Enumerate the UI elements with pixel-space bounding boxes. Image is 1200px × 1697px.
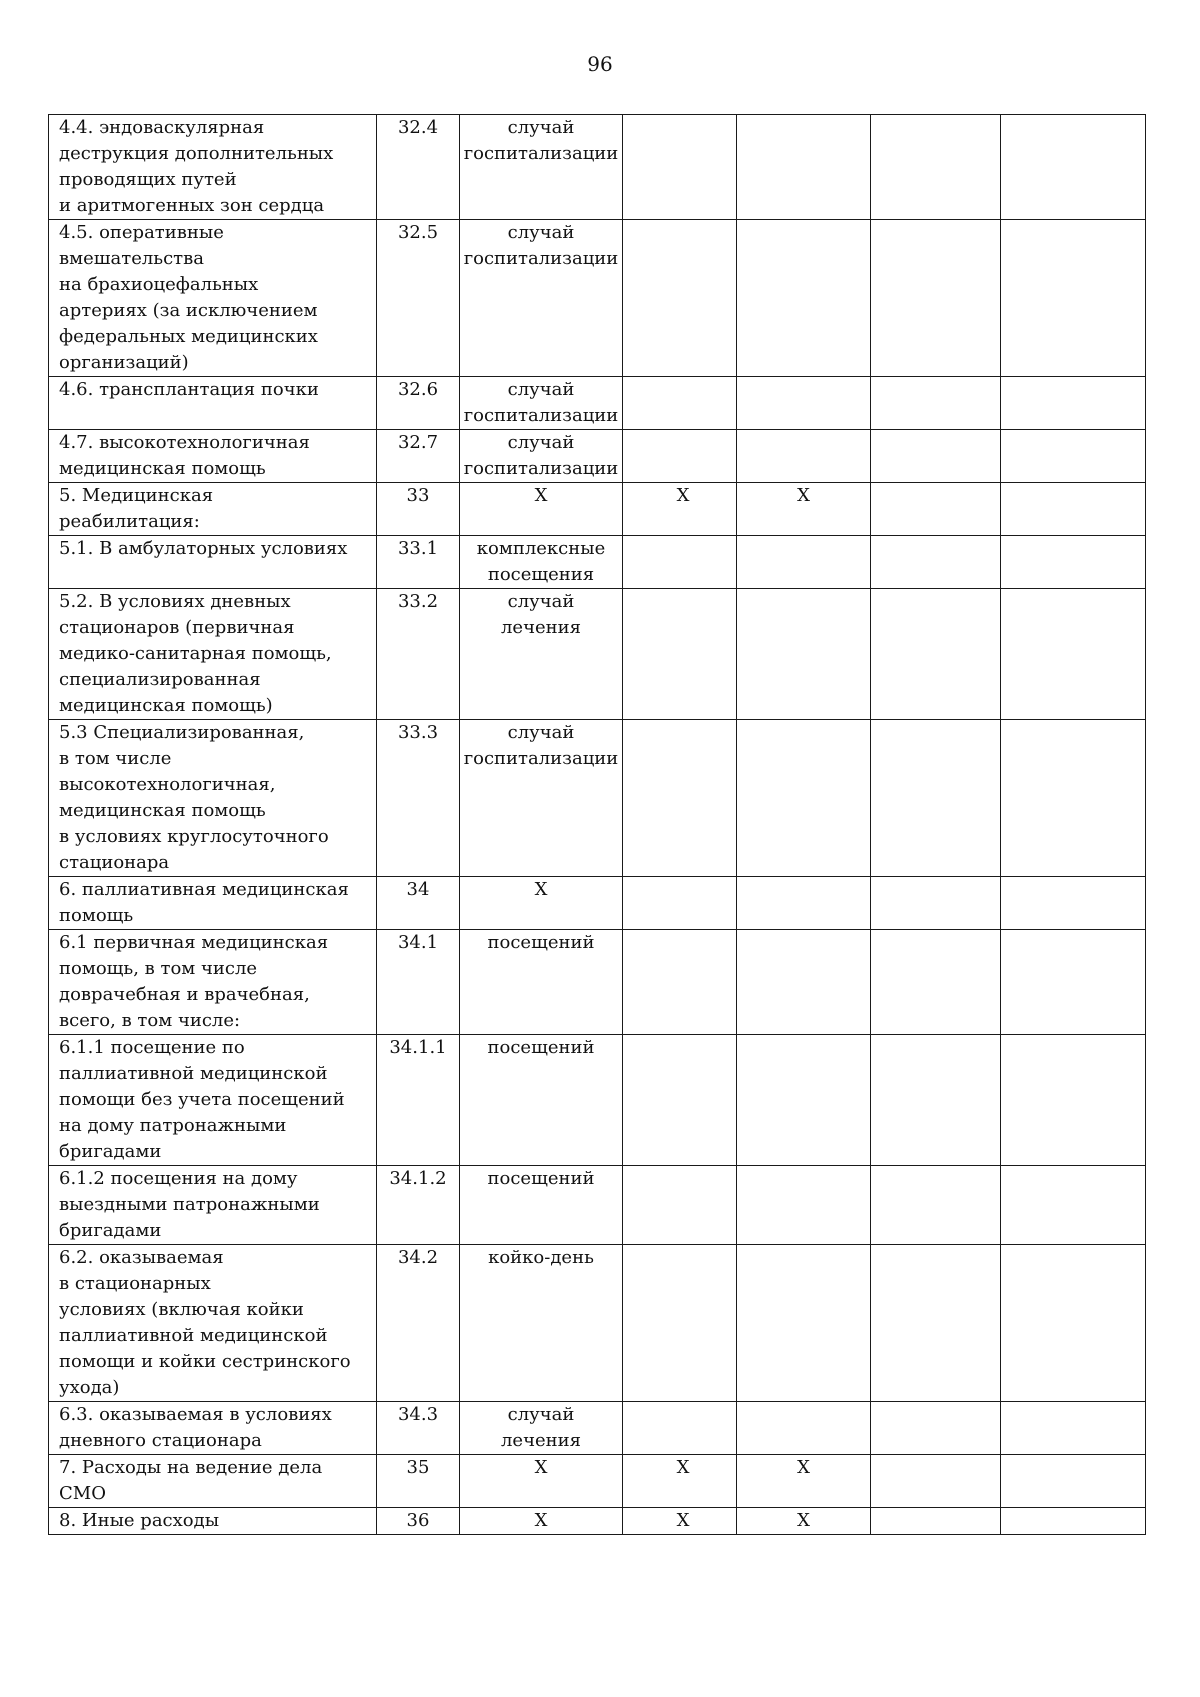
table-row — [49, 1035, 1146, 1166]
row-col4-cell — [623, 1245, 737, 1402]
table-row — [49, 1402, 1146, 1455]
row-name-cell: 6.1 первичная медицинская помощь, в том числе доврачебная и врачебная, всего, в том числе: — [49, 930, 377, 1035]
row-name-cell: 4.5. оперативные вмешательства на брахиоцефальных артериях (за исключением федеральных медицинских организаций) — [49, 220, 377, 377]
row-name-cell: 5.3 Специализированная, в том числе высокотехнологичная, медицинская помощь в условиях круглосуточного стационара — [49, 720, 377, 877]
table-row — [49, 1166, 1146, 1245]
row-col4-cell — [623, 877, 737, 930]
row-number-cell: 34.1.1 — [377, 1035, 460, 1166]
row-name-cell: 5.2. В условиях дневных стационаров (первичная медико-санитарная помощь, специализированная медицинская помощь) — [49, 589, 377, 720]
row-number-cell: 34 — [377, 877, 460, 930]
row-col6-cell — [871, 1245, 1001, 1402]
row-col5-cell — [737, 877, 871, 930]
row-unit-cell: X — [460, 877, 623, 930]
row-col5-cell — [737, 377, 871, 430]
row-col5-cell — [737, 720, 871, 877]
row-number-cell: 32.5 — [377, 220, 460, 377]
row-number-cell: 33 — [377, 483, 460, 536]
row-col4-cell — [623, 589, 737, 720]
row-col7-cell — [1001, 1508, 1146, 1535]
table-row — [49, 115, 1146, 220]
row-name-cell: 8. Иные расходы — [49, 1508, 377, 1535]
row-unit-cell: комплексные посещения — [460, 536, 623, 589]
table-row — [49, 536, 1146, 589]
table-row — [49, 483, 1146, 536]
row-col6-cell — [871, 536, 1001, 589]
row-col7-cell — [1001, 877, 1146, 930]
row-unit-cell: X — [460, 483, 623, 536]
row-number-cell: 34.1.2 — [377, 1166, 460, 1245]
row-number-cell: 32.6 — [377, 377, 460, 430]
row-col4-cell — [623, 930, 737, 1035]
row-col7-cell — [1001, 483, 1146, 536]
row-col4-cell — [623, 220, 737, 377]
table-row — [49, 1508, 1146, 1535]
row-number-cell: 34.3 — [377, 1402, 460, 1455]
row-col6-cell — [871, 877, 1001, 930]
row-col7-cell — [1001, 1166, 1146, 1245]
row-col6-cell — [871, 930, 1001, 1035]
row-col5-cell — [737, 220, 871, 377]
row-col7-cell — [1001, 220, 1146, 377]
row-number-cell: 32.4 — [377, 115, 460, 220]
expenses-table — [48, 114, 1146, 1535]
row-col6-cell — [871, 720, 1001, 877]
row-unit-cell: случай госпитализации — [460, 430, 623, 483]
row-number-cell: 35 — [377, 1455, 460, 1508]
row-col6-cell — [871, 483, 1001, 536]
row-col7-cell — [1001, 1245, 1146, 1402]
row-col4-cell — [623, 377, 737, 430]
row-col4-cell — [623, 1035, 737, 1166]
table-row — [49, 1455, 1146, 1508]
row-col6-cell — [871, 430, 1001, 483]
row-col6-cell — [871, 220, 1001, 377]
row-col4-cell: X — [623, 1508, 737, 1535]
row-col5-cell — [737, 1166, 871, 1245]
row-col6-cell — [871, 1455, 1001, 1508]
row-number-cell: 36 — [377, 1508, 460, 1535]
table-row — [49, 720, 1146, 877]
row-col6-cell — [871, 589, 1001, 720]
row-col5-cell — [737, 1245, 871, 1402]
table-row — [49, 430, 1146, 483]
table-row — [49, 377, 1146, 430]
row-unit-cell: случай госпитализации — [460, 377, 623, 430]
row-unit-cell: посещений — [460, 1166, 623, 1245]
row-unit-cell: случай госпитализации — [460, 115, 623, 220]
row-col7-cell — [1001, 115, 1146, 220]
row-unit-cell: случай госпитализации — [460, 720, 623, 877]
row-number-cell: 33.2 — [377, 589, 460, 720]
row-col6-cell — [871, 1166, 1001, 1245]
row-col5-cell — [737, 536, 871, 589]
row-name-cell: 4.6. трансплантация почки — [49, 377, 377, 430]
table-row — [49, 877, 1146, 930]
row-col7-cell — [1001, 536, 1146, 589]
row-col6-cell — [871, 377, 1001, 430]
row-name-cell: 4.4. эндоваскулярная деструкция дополнительных проводящих путей и аритмогенных зон сердца — [49, 115, 377, 220]
row-col5-cell — [737, 115, 871, 220]
row-col7-cell — [1001, 720, 1146, 877]
row-col4-cell — [623, 115, 737, 220]
row-col5-cell: X — [737, 483, 871, 536]
row-col4-cell: X — [623, 483, 737, 536]
row-col4-cell — [623, 536, 737, 589]
row-col6-cell — [871, 1508, 1001, 1535]
row-name-cell: 6.1.1 посещение по паллиативной медицинской помощи без учета посещений на дому патронажными бригадами — [49, 1035, 377, 1166]
row-col5-cell — [737, 930, 871, 1035]
row-col5-cell: X — [737, 1508, 871, 1535]
row-name-cell: 6.2. оказываемая в стационарных условиях (включая койки паллиативной медицинской помощи и койки сестринского ухода) — [49, 1245, 377, 1402]
row-col7-cell — [1001, 1035, 1146, 1166]
table-row — [49, 930, 1146, 1035]
row-unit-cell: посещений — [460, 1035, 623, 1166]
page-number: 96 — [587, 52, 613, 76]
row-col6-cell — [871, 1035, 1001, 1166]
row-unit-cell: X — [460, 1508, 623, 1535]
row-name-cell: 6.1.2 посещения на дому выездными патронажными бригадами — [49, 1166, 377, 1245]
table-row — [49, 589, 1146, 720]
row-col6-cell — [871, 1402, 1001, 1455]
row-col4-cell: X — [623, 1455, 737, 1508]
row-unit-cell: койко-день — [460, 1245, 623, 1402]
row-col7-cell — [1001, 589, 1146, 720]
row-unit-cell: X — [460, 1455, 623, 1508]
row-col5-cell — [737, 589, 871, 720]
row-number-cell: 32.7 — [377, 430, 460, 483]
row-col5-cell — [737, 1402, 871, 1455]
row-col5-cell — [737, 1035, 871, 1166]
row-number-cell: 33.3 — [377, 720, 460, 877]
row-unit-cell: случай лечения — [460, 1402, 623, 1455]
row-col4-cell — [623, 430, 737, 483]
row-col6-cell — [871, 115, 1001, 220]
row-unit-cell: случай лечения — [460, 589, 623, 720]
table-row — [49, 220, 1146, 377]
row-col5-cell — [737, 430, 871, 483]
row-col4-cell — [623, 1166, 737, 1245]
row-col7-cell — [1001, 1455, 1146, 1508]
row-col7-cell — [1001, 377, 1146, 430]
row-name-cell: 7. Расходы на ведение дела СМО — [49, 1455, 377, 1508]
row-number-cell: 33.1 — [377, 536, 460, 589]
row-col4-cell — [623, 1402, 737, 1455]
row-unit-cell: посещений — [460, 930, 623, 1035]
row-col7-cell — [1001, 930, 1146, 1035]
table-row — [49, 1245, 1146, 1402]
row-name-cell: 5. Медицинская реабилитация: — [49, 483, 377, 536]
row-name-cell: 5.1. В амбулаторных условиях — [49, 536, 377, 589]
row-unit-cell: случай госпитализации — [460, 220, 623, 377]
row-col4-cell — [623, 720, 737, 877]
row-number-cell: 34.2 — [377, 1245, 460, 1402]
table-body — [49, 115, 1146, 1535]
row-col7-cell — [1001, 430, 1146, 483]
row-number-cell: 34.1 — [377, 930, 460, 1035]
row-name-cell: 6.3. оказываемая в условиях дневного стационара — [49, 1402, 377, 1455]
row-col5-cell: X — [737, 1455, 871, 1508]
row-col7-cell — [1001, 1402, 1146, 1455]
row-name-cell: 4.7. высокотехнологичная медицинская помощь — [49, 430, 377, 483]
row-name-cell: 6. паллиативная медицинская помощь — [49, 877, 377, 930]
